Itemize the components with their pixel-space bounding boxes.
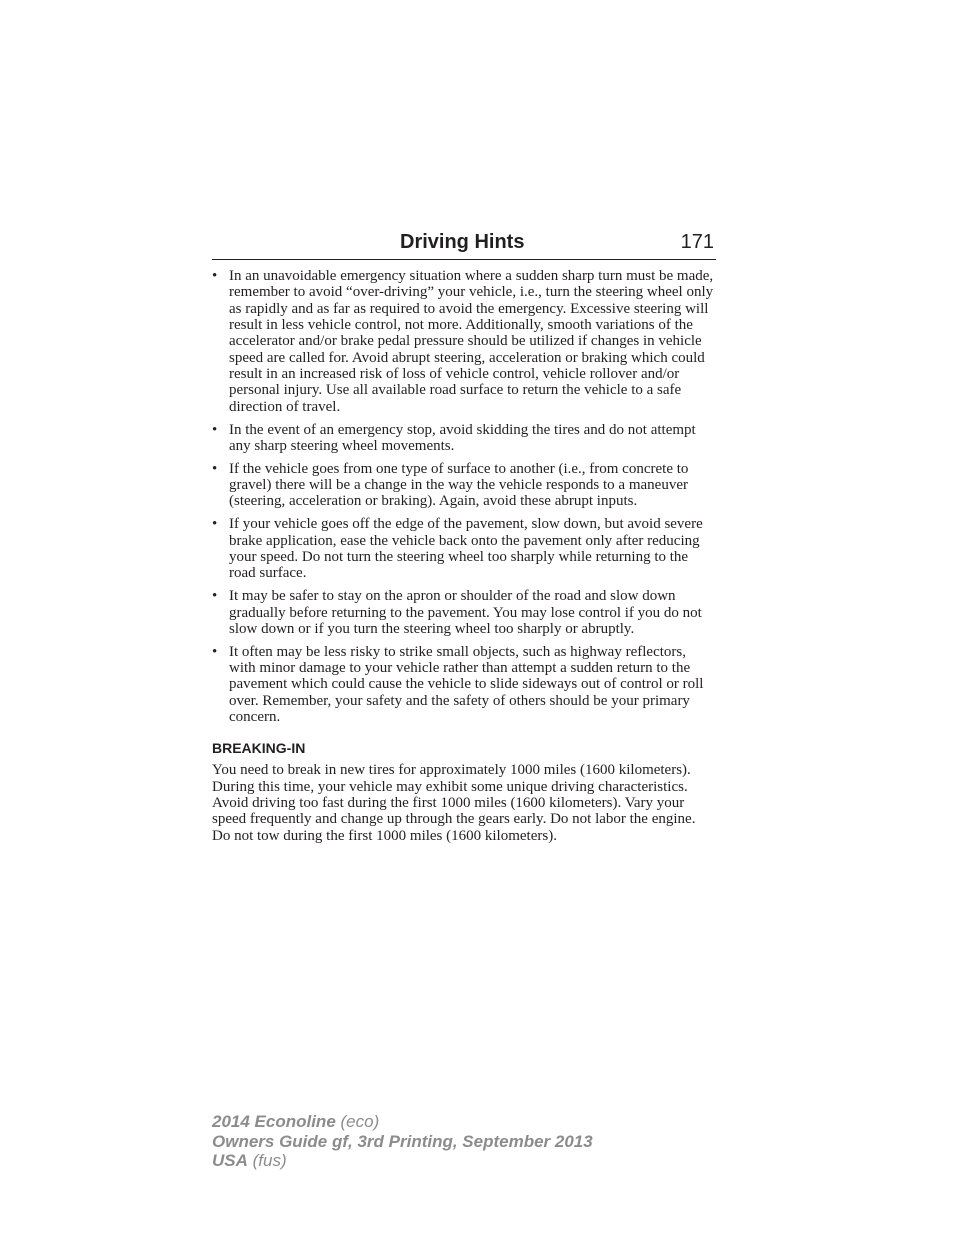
footer-market: USA bbox=[212, 1151, 248, 1170]
list-item-text: If your vehicle goes off the edge of the pavement, slow down, but avoid severe brake application, ease the vehicle back onto the pavement only after reducing your speed. Do not turn the steering wheel too sharply while returning to the road surface. bbox=[229, 516, 703, 582]
list-item bbox=[212, 461, 716, 510]
list-item bbox=[212, 268, 716, 415]
list-item bbox=[212, 644, 716, 726]
footer-guide: Owners Guide gf, 3rd Printing, September 2013 bbox=[212, 1131, 593, 1151]
bullet-icon: • bbox=[212, 421, 218, 438]
list-item bbox=[212, 588, 716, 637]
page-header bbox=[212, 229, 716, 260]
section-paragraph: You need to break in new tires for approximately 1000 miles (1600 kilometers). During this time, your vehicle may exhibit some unique driving characteristics. Avoid driving too fast during the first 1000 miles (1600 kilometers). Vary your speed frequently and change up through the gears early. Do not labor the engine. Do not tow during the first 1000 miles (1600 kilometers). bbox=[212, 762, 696, 844]
list-item bbox=[212, 516, 716, 581]
bullet-icon: • bbox=[212, 460, 218, 477]
chapter-title: Driving Hints bbox=[400, 231, 525, 253]
bullet-icon: • bbox=[212, 268, 218, 284]
page-footer bbox=[212, 1112, 593, 1171]
footer-market-line bbox=[212, 1151, 593, 1171]
list-item-text: If the vehicle goes from one type of surface to another (i.e., from concrete to gravel) there will be a change in the way the vehicle responds to a maneuver (steering, acceleration or braking). Again, avoid these abrupt inputs. bbox=[229, 460, 689, 510]
footer-model: 2014 Econoline bbox=[212, 1112, 336, 1131]
page-number: 171 bbox=[680, 231, 714, 253]
bullet-icon: • bbox=[212, 588, 218, 605]
page-content bbox=[212, 268, 716, 844]
list-item-text: In the event of an emergency stop, avoid skidding the tires and do not attempt any sharp steering wheel movements. bbox=[229, 421, 696, 454]
list-item-text: It often may be less risky to strike small objects, such as highway reflectors, with minor damage to your vehicle rather than attempt a sudden return to the pavement which could cause the vehicle to slide sideways out of control or roll over. Remember, your safety and the safety of others should be your primary concern. bbox=[229, 643, 704, 726]
footer-guide-line bbox=[212, 1132, 593, 1152]
footer-model-code: (eco) bbox=[340, 1112, 380, 1131]
list-item-text: In an unavoidable emergency situation where a sudden sharp turn must be made, remember to avoid “over-driving” your vehicle, i.e., turn the steering wheel only as rapidly and as far as required to avoid the emergency. Excessive steering will result in less vehicle control, not more. Additionally, smooth variations of the accelerator and/or brake pedal pressure should be utilized if changes in vehicle speed are called for. Avoid abrupt steering, acceleration or braking which could result in an increased risk of loss of vehicle control, vehicle rollover and/or personal injury. Use all available road surface to return the vehicle to a safe direction of travel. bbox=[229, 268, 714, 415]
hints-list bbox=[212, 268, 716, 725]
list-item bbox=[212, 422, 716, 455]
list-item-text: It may be safer to stay on the apron or shoulder of the road and slow down gradually before returning to the pavement. You may lose control if you do not slow down or if you turn the steering wheel too sharply or abruptly. bbox=[229, 588, 702, 637]
section-heading: BREAKING-IN bbox=[212, 740, 306, 757]
footer-model-line bbox=[212, 1112, 593, 1132]
footer-market-code: (fus) bbox=[252, 1151, 287, 1170]
bullet-icon: • bbox=[212, 643, 218, 660]
bullet-icon: • bbox=[212, 516, 218, 533]
